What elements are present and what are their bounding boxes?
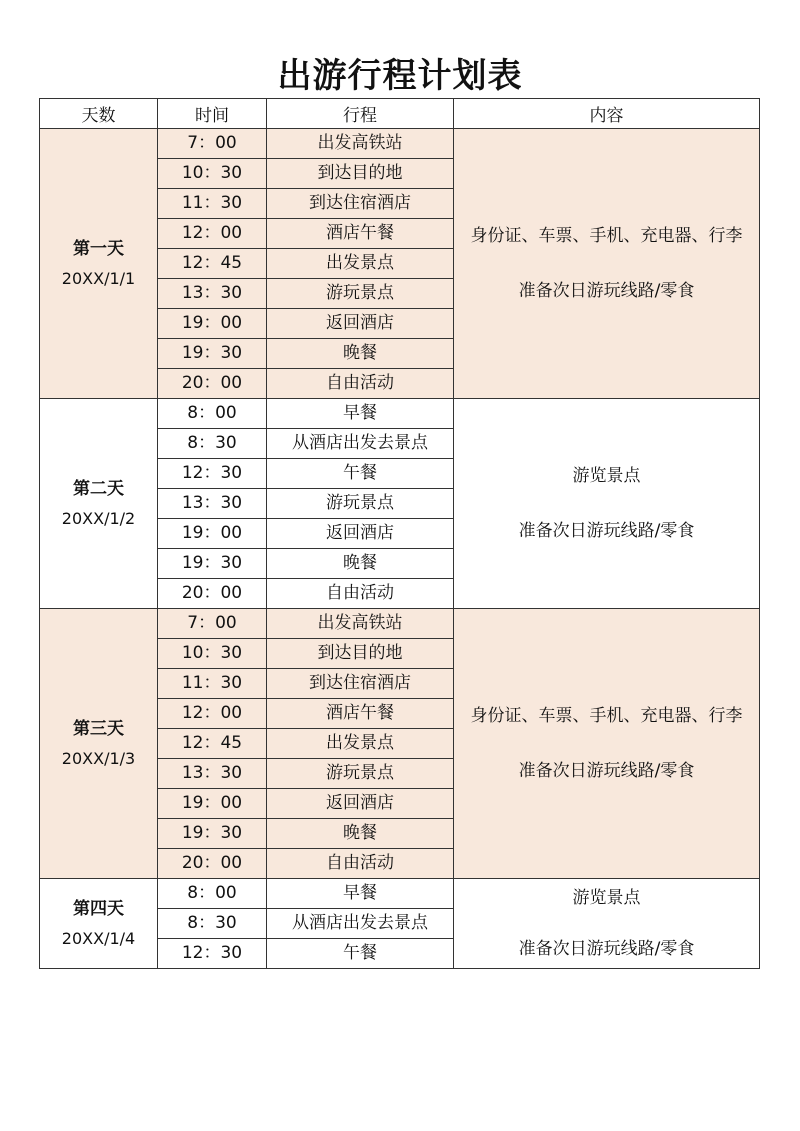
plan-cell: 到达目的地 <box>267 159 454 189</box>
day-block-3 <box>40 609 760 879</box>
table-row <box>40 129 760 159</box>
content-cell <box>454 129 760 399</box>
day-name: 第三天 <box>73 718 124 739</box>
plan-cell: 游玩景点 <box>267 489 454 519</box>
header-time: 时间 <box>158 99 267 129</box>
plan-cell: 到达住宿酒店 <box>267 669 454 699</box>
content-cell <box>454 399 760 609</box>
time-cell: 12：45 <box>158 729 267 759</box>
header-content: 内容 <box>454 99 760 129</box>
content-line-2: 准备次日游玩线路/零食 <box>518 280 695 301</box>
plan-cell: 出发景点 <box>267 249 454 279</box>
plan-cell: 酒店午餐 <box>267 219 454 249</box>
day-cell <box>40 609 158 879</box>
content-line-2: 准备次日游玩线路/零食 <box>518 938 695 959</box>
day-name: 第一天 <box>73 238 124 259</box>
time-cell: 8：30 <box>158 909 267 939</box>
content-cell <box>454 879 760 969</box>
time-cell: 13：30 <box>158 759 267 789</box>
day-block-2 <box>40 399 760 609</box>
table-row <box>40 399 760 429</box>
day-cell <box>40 879 158 969</box>
plan-cell: 返回酒店 <box>267 789 454 819</box>
plan-cell: 出发景点 <box>267 729 454 759</box>
plan-cell: 晚餐 <box>267 549 454 579</box>
header-plan: 行程 <box>267 99 454 129</box>
plan-cell: 到达住宿酒店 <box>267 189 454 219</box>
table-row <box>40 609 760 639</box>
plan-cell: 从酒店出发去景点 <box>267 909 454 939</box>
time-cell: 12：30 <box>158 459 267 489</box>
day-name: 第二天 <box>73 478 124 499</box>
content-line-2: 准备次日游玩线路/零食 <box>518 760 695 781</box>
table-header-row <box>40 99 760 129</box>
content-line-1: 游览景点 <box>572 887 641 908</box>
plan-cell: 返回酒店 <box>267 519 454 549</box>
plan-cell: 游玩景点 <box>267 759 454 789</box>
time-cell: 8：00 <box>158 879 267 909</box>
day-block-4 <box>40 879 760 969</box>
time-cell: 20：00 <box>158 369 267 399</box>
day-name: 第四天 <box>73 898 124 919</box>
time-cell: 11：30 <box>158 669 267 699</box>
day-cell <box>40 399 158 609</box>
plan-cell: 酒店午餐 <box>267 699 454 729</box>
time-cell: 8：30 <box>158 429 267 459</box>
content-line-1: 游览景点 <box>572 465 641 486</box>
plan-cell: 出发高铁站 <box>267 609 454 639</box>
time-cell: 7：00 <box>158 609 267 639</box>
page-title: 出游行程计划表 <box>277 56 523 96</box>
day-cell <box>40 129 158 399</box>
time-cell: 20：00 <box>158 579 267 609</box>
plan-cell: 晚餐 <box>267 819 454 849</box>
plan-cell: 自由活动 <box>267 849 454 879</box>
plan-cell: 午餐 <box>267 939 454 969</box>
time-cell: 7：00 <box>158 129 267 159</box>
itinerary-table <box>39 98 760 969</box>
header-day: 天数 <box>40 99 158 129</box>
time-cell: 19：00 <box>158 309 267 339</box>
time-cell: 19：00 <box>158 519 267 549</box>
time-cell: 10：30 <box>158 639 267 669</box>
content-line-1: 身份证、车票、手机、充电器、行李 <box>470 225 743 246</box>
plan-cell: 返回酒店 <box>267 309 454 339</box>
day-date: 20XX/1/2 <box>61 508 136 528</box>
time-cell: 19：30 <box>158 339 267 369</box>
time-cell: 12：30 <box>158 939 267 969</box>
plan-cell: 自由活动 <box>267 369 454 399</box>
time-cell: 13：30 <box>158 279 267 309</box>
time-cell: 10：30 <box>158 159 267 189</box>
day-block-1 <box>40 129 760 399</box>
time-cell: 11：30 <box>158 189 267 219</box>
day-date: 20XX/1/4 <box>61 928 136 948</box>
time-cell: 12：00 <box>158 699 267 729</box>
time-cell: 19：30 <box>158 549 267 579</box>
time-cell: 19：30 <box>158 819 267 849</box>
content-cell <box>454 609 760 879</box>
plan-cell: 从酒店出发去景点 <box>267 429 454 459</box>
time-cell: 19：00 <box>158 789 267 819</box>
time-cell: 8：00 <box>158 399 267 429</box>
plan-cell: 到达目的地 <box>267 639 454 669</box>
time-cell: 20：00 <box>158 849 267 879</box>
content-line-2: 准备次日游玩线路/零食 <box>518 520 695 541</box>
plan-cell: 早餐 <box>267 879 454 909</box>
content-line-1: 身份证、车票、手机、充电器、行李 <box>470 705 743 726</box>
day-date: 20XX/1/3 <box>61 748 136 768</box>
table-row <box>40 879 760 909</box>
plan-cell: 早餐 <box>267 399 454 429</box>
day-date: 20XX/1/1 <box>61 268 136 288</box>
time-cell: 12：45 <box>158 249 267 279</box>
plan-cell: 自由活动 <box>267 579 454 609</box>
time-cell: 13：30 <box>158 489 267 519</box>
time-cell: 12：00 <box>158 219 267 249</box>
plan-cell: 午餐 <box>267 459 454 489</box>
plan-cell: 晚餐 <box>267 339 454 369</box>
plan-cell: 游玩景点 <box>267 279 454 309</box>
plan-cell: 出发高铁站 <box>267 129 454 159</box>
